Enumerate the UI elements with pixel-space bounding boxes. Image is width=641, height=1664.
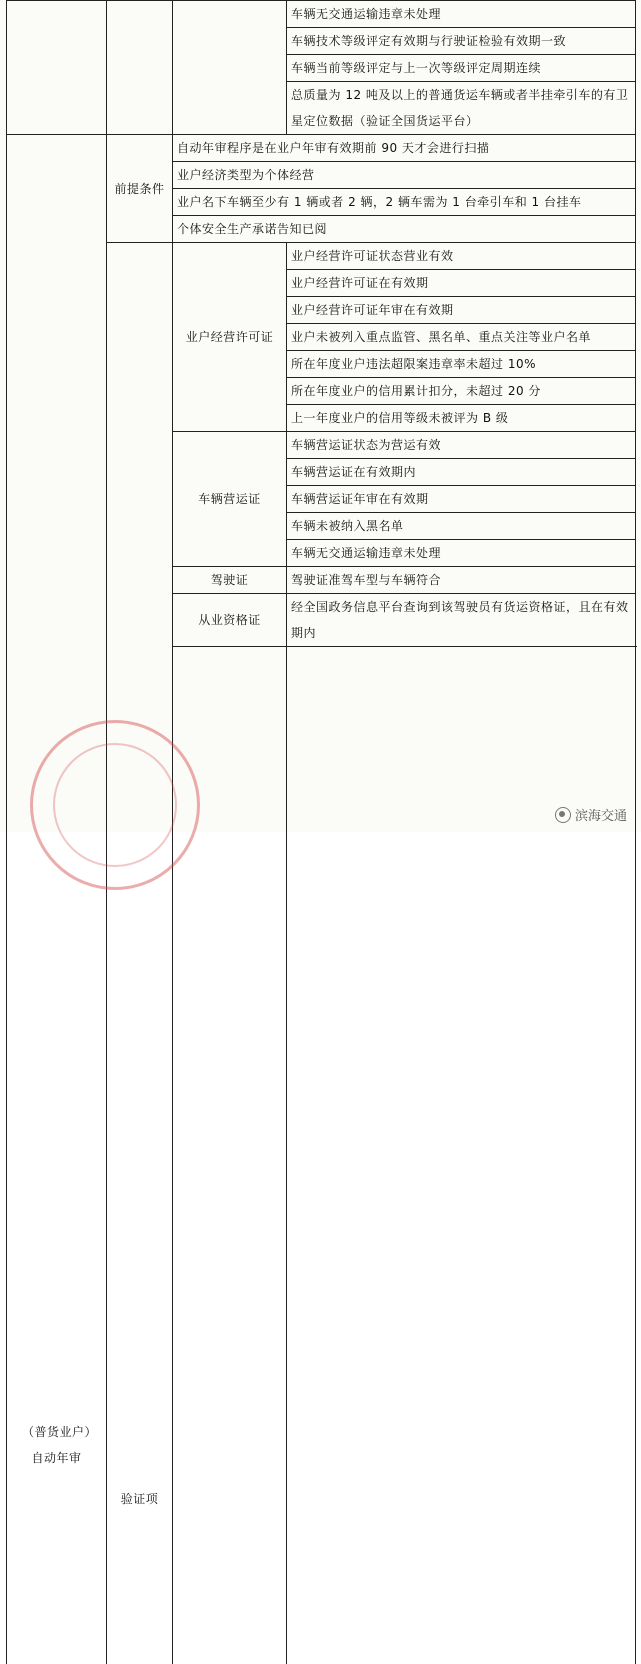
verify-label: 验证项: [107, 243, 173, 1664]
wechat-logo-icon: [555, 807, 571, 823]
qualification-label: 从业资格证: [173, 594, 287, 647]
watermark-text: 滨海交通: [575, 805, 627, 824]
table-cell: 车辆当前等级评定与上一次等级评定周期连续: [287, 55, 636, 82]
license-label: 业户经营许可证: [173, 243, 287, 432]
section-title-auto-review: [7, 135, 107, 1664]
table-cell: 业户经营许可证在有效期: [287, 270, 636, 297]
section-title-text: （普货业户）自动年审: [22, 1419, 92, 1471]
table-cell: 业户经营许可证状态营业有效: [287, 243, 636, 270]
section-title-manual-review: [173, 647, 287, 1664]
table-cell: 业户经营许可证年审在有效期: [287, 297, 636, 324]
table-cell: 车辆营运证年审在有效期: [287, 486, 636, 513]
table-cell: 业户经济类型为个体经营: [173, 162, 636, 189]
table-cell: 车辆营运证状态为营运有效: [287, 432, 636, 459]
table-cell: 自动年审程序是在业户年审有效期前 90 天才会进行扫描: [173, 135, 636, 162]
table-cell: 业户名下车辆至少有 1 辆或者 2 辆，2 辆车需为 1 台牵引车和 1 台挂车: [173, 189, 636, 216]
table-cell: 车辆无交通运输违章未处理: [287, 540, 636, 567]
driver-license-label: 驾驶证: [173, 567, 287, 594]
rule-label: [287, 647, 636, 1664]
table-cell: 业户未被列入重点监管、黑名单、重点关注等业户名单: [287, 324, 636, 351]
table-cell: 上一年度业户的信用等级未被评为 B 级: [287, 405, 636, 432]
table-cell: 所在年度业户的信用累计扣分，未超过 20 分: [287, 378, 636, 405]
precondition-label: 前提条件: [107, 135, 173, 243]
watermark: [555, 805, 627, 824]
rules-table: [6, 0, 636, 1664]
empty-cell: [107, 1, 173, 135]
empty-cell: [7, 1, 107, 135]
table-cell: 个体安全生产承诺告知已阅: [173, 216, 636, 243]
table-cell: 所在年度业户违法超限案违章率未超过 10%: [287, 351, 636, 378]
vehicle-license-label: 车辆营运证: [173, 432, 287, 567]
table-cell: 总质量为 12 吨及以上的普通货运车辆或者半挂牵引车的有卫星定位数据（验证全国货运平台）: [287, 82, 636, 135]
table-cell: 经全国政务信息平台查询到该驾驶员有货运资格证，且在有效期内: [287, 594, 636, 647]
table-cell: 车辆技术等级评定有效期与行驶证检验有效期一致: [287, 28, 636, 55]
table-cell: 车辆未被纳入黑名单: [287, 513, 636, 540]
empty-cell: [173, 1, 287, 135]
table-cell: 驾驶证准驾车型与车辆符合: [287, 567, 636, 594]
table-cell: 车辆营运证在有效期内: [287, 459, 636, 486]
table-cell: 车辆无交通运输违章未处理: [287, 1, 636, 28]
